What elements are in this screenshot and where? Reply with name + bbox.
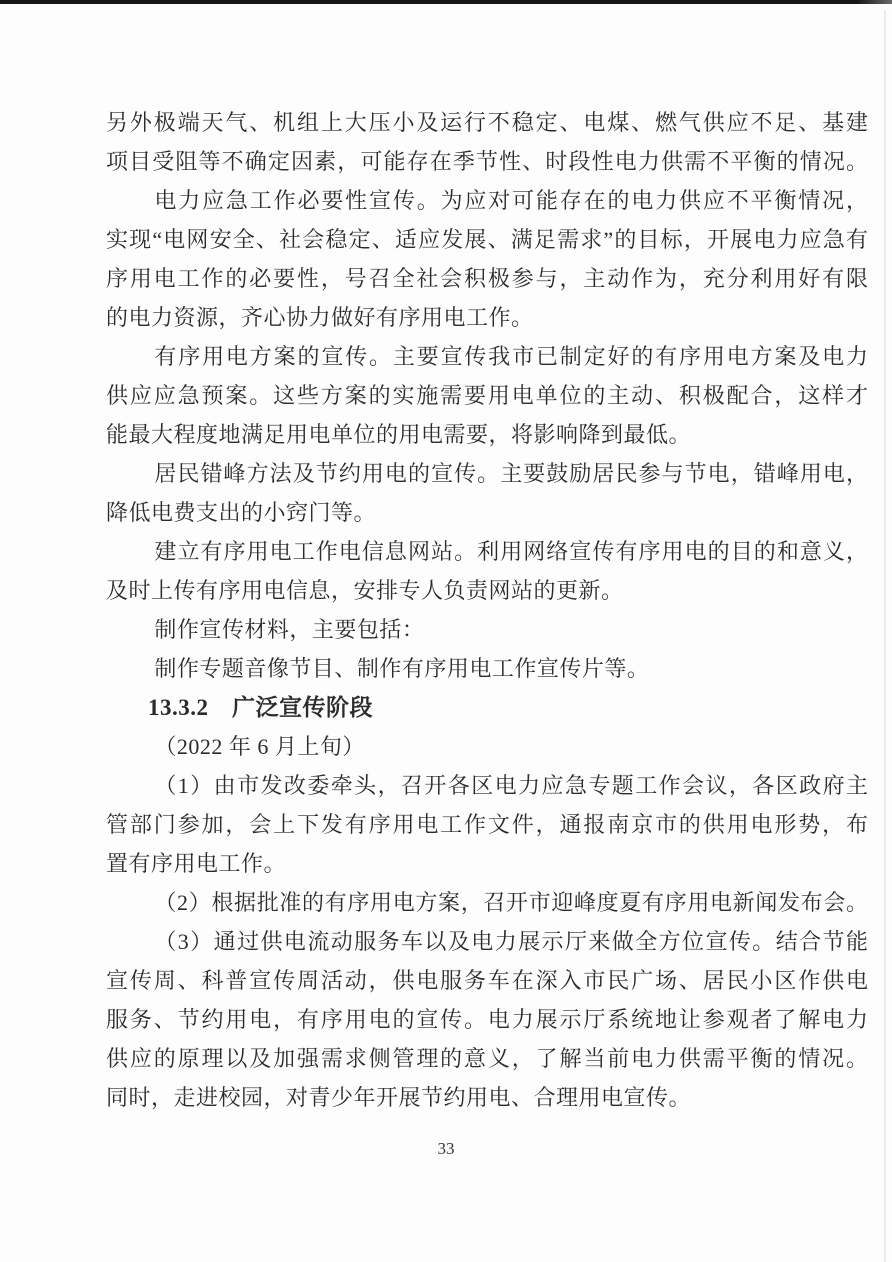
text-line: 另外极端天气、机组上大压小及运行不稳定、电煤、燃气供应不足、基建 [106, 110, 868, 135]
text-line: 及时上传有序用电信息，安排专人负责网站的更新。 [106, 578, 624, 603]
page-number: 33 [437, 1139, 455, 1158]
text-line: 供应的原理以及加强需求侧管理的意义，了解当前电力供需平衡的情况。 [106, 1046, 868, 1071]
text-line: （2022 年 6 月上旬） [154, 734, 365, 759]
text-line: 管部门参加，会上下发有序用电工作文件，通报南京市的供用电形势，布 [106, 812, 868, 837]
text-line: 建立有序用电工作电信息网站。利用网络宣传有序用电的目的和意义， [154, 539, 868, 564]
text-line: 供应应急预案。这些方案的实施需要用电单位的主动、积极配合，这样才 [106, 383, 868, 408]
scan-right-edge [884, 10, 886, 1262]
text-line: 制作专题音像节目、制作有序用电工作宣传片等。 [154, 656, 650, 681]
text-line: 服务、节约用电，有序用电的宣传。电力展示厅系统地让参观者了解电力 [106, 1007, 868, 1032]
text-line: 的电力资源，齐心协力做好有序用电工作。 [106, 305, 534, 330]
text-line: （2）根据批准的有序用电方案，召开市迎峰度夏有序用电新闻发布会。 [154, 890, 868, 915]
text-line: 实现“电网安全、社会稳定、适应发展、满足需求”的目标，开展电力应急有 [106, 227, 868, 252]
text-line: 同时，走进校园，对青少年开展节约用电、合理用电宣传。 [106, 1085, 692, 1110]
text-line: 项目受阻等不确定因素，可能存在季节性、时段性电力供需不平衡的情况。 [106, 149, 868, 174]
text-line: 置有序用电工作。 [106, 851, 287, 876]
section-heading: 13.3.2 广泛宣传阶段 [148, 695, 373, 720]
text-line: 有序用电方案的宣传。主要宣传我市已制定好的有序用电方案及电力 [154, 344, 868, 369]
text-line: 降低电费支出的小窍门等。 [106, 500, 377, 525]
text-line: 电力应急工作必要性宣传。为应对可能存在的电力供应不平衡情况， [154, 188, 868, 213]
text-line: 制作宣传材料，主要包括： [154, 617, 425, 642]
scan-top-edge-rule [0, 0, 892, 4]
text-line: （3）通过供电流动服务车以及电力展示厅来做全方位宣传。结合节能 [154, 929, 868, 954]
text-line: 宣传周、科普宣传周活动，供电服务车在深入市民广场、居民小区作供电 [106, 968, 868, 993]
document-body [106, 103, 868, 1117]
text-line: 能最大程度地满足用电单位的用电需要，将影响降到最低。 [106, 422, 692, 447]
text-line: （1）由市发改委牵头，召开各区电力应急专题工作会议，各区政府主 [154, 773, 868, 798]
text-line: 居民错峰方法及节约用电的宣传。主要鼓励居民参与节电，错峰用电， [154, 461, 868, 486]
text-line: 序用电工作的必要性，号召全社会积极参与，主动作为，充分利用好有限 [106, 266, 868, 291]
